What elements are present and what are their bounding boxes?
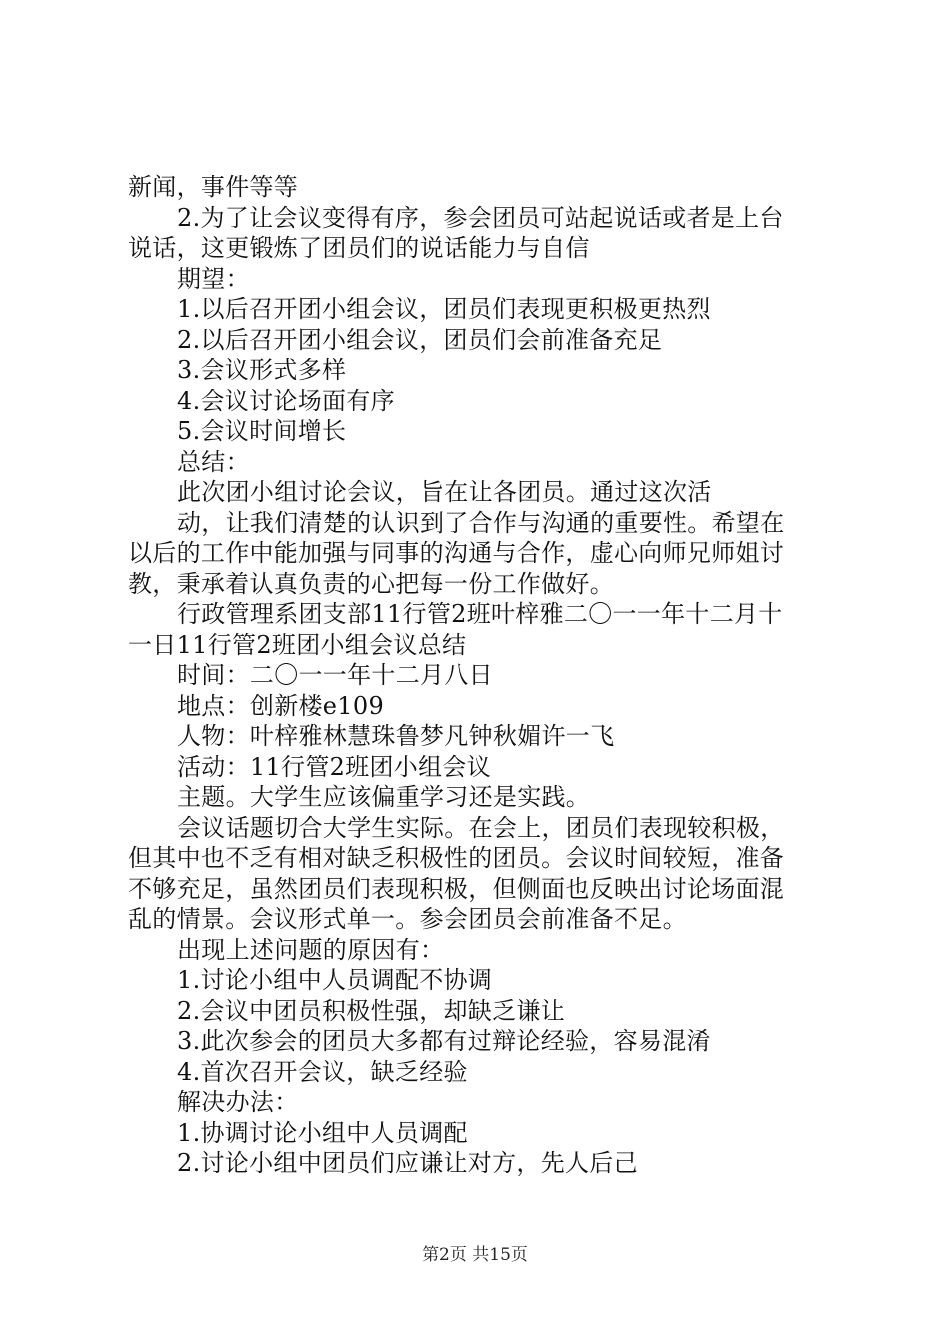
document-body bbox=[128, 172, 838, 1179]
meeting-location: 地点：创新楼e109 bbox=[177, 691, 385, 720]
list-item: 3.此次参会的团员大多都有过辩论经验，容易混淆 bbox=[177, 1027, 711, 1055]
section-heading: 出现上述问题的原因有： bbox=[177, 935, 445, 964]
meeting-topic: 主题。大学生应该偏重学习还是实践。 bbox=[177, 783, 591, 811]
list-item: 1.以后召开团小组会议，团员们表现更积极更热烈 bbox=[177, 295, 711, 323]
list-item: 3.会议形式多样 bbox=[177, 356, 347, 384]
list-item: 2.会议中团员积极性强，却缺乏谦让 bbox=[177, 996, 565, 1025]
list-item: 4.首次召开会议，缺乏经验 bbox=[177, 1057, 468, 1086]
list-item: 2.讨论小组中团员们应谦让对方，先人后己 bbox=[177, 1149, 638, 1177]
text-line: 会议话题切合大学生实际。在会上，团员们表现较积极， bbox=[177, 813, 785, 842]
text-line: 以后的工作中能加强与同事的沟通与合作，虚心向师兄师姐讨 bbox=[128, 539, 785, 567]
text-line: 行政管理系团支部11行管2班叶梓雅二〇一一年十二月十 bbox=[177, 600, 783, 628]
text-line: 教，秉承着认真负责的心把每一份工作做好。 bbox=[128, 569, 614, 598]
document-title: 一日11行管2班团小组会议总结 bbox=[128, 630, 467, 659]
text-line: 动，让我们清楚的认识到了合作与沟通的重要性。希望在 bbox=[177, 508, 785, 537]
text-line: 乱的情景。会议形式单一。参会团员会前准备不足。 bbox=[128, 905, 687, 933]
meeting-activity: 活动：11行管2班团小组会议 bbox=[177, 752, 492, 781]
text-line: 不够充足，虽然团员们表现积极，但侧面也反映出讨论场面混 bbox=[128, 874, 785, 903]
list-item: 5.会议时间增长 bbox=[177, 417, 347, 445]
page-number-footer: 第2页 共15页 bbox=[422, 1245, 528, 1265]
text-line: 说话，这更锻炼了团员们的说话能力与自信 bbox=[128, 234, 590, 262]
list-item: 1.协调讨论小组中人员调配 bbox=[177, 1118, 468, 1147]
text-line: 2.为了让会议变得有序，参会团员可站起说话或者是上台 bbox=[177, 203, 784, 232]
meeting-time: 时间：二〇一一年十二月八日 bbox=[177, 661, 493, 689]
text-line: 但其中也不乏有相对缺乏积极性的团员。会议时间较短，准备 bbox=[128, 844, 785, 872]
section-heading: 解决办法： bbox=[177, 1088, 299, 1116]
list-item: 2.以后召开团小组会议，团员们会前准备充足 bbox=[177, 325, 663, 354]
text-line: 新闻，事件等等 bbox=[128, 173, 299, 201]
section-heading: 期望： bbox=[177, 264, 250, 293]
list-item: 4.会议讨论场面有序 bbox=[177, 386, 395, 415]
list-item: 1.讨论小组中人员调配不协调 bbox=[177, 966, 493, 994]
section-heading: 总结： bbox=[177, 447, 250, 476]
text-line: 此次团小组讨论会议，旨在让各团员。通过这次活 bbox=[177, 478, 712, 506]
meeting-attendees: 人物：叶梓雅林慧珠鲁梦凡钟秋媚许一飞 bbox=[177, 722, 615, 750]
